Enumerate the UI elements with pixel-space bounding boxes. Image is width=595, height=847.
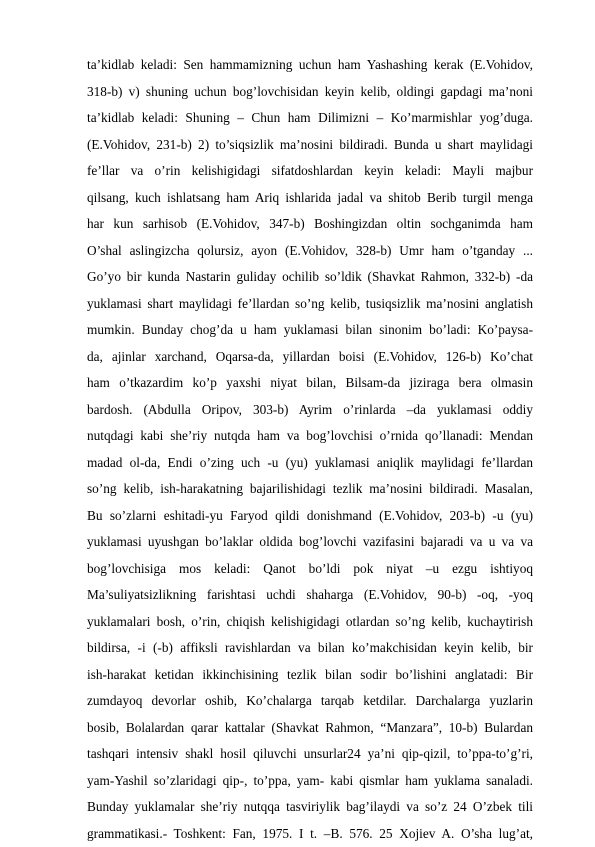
text-line: yuklamalari bosh, o’rin, chiqish kelishigidagi otlardan so’ng kelib, kuchaytirish (87, 609, 533, 636)
document-body (87, 52, 533, 847)
text-line: madad ol-da, Endi o’zing uch -u (yu) yuklamasi aniqlik maylidagi fe’llardan (87, 450, 533, 477)
text-line: bildirsa, -i (-b) affiksli ravishlardan va bilan ko’makchisidan keyin kelib, bir (87, 635, 533, 662)
text-line: (E.Vohidov, 231-b) 2) to’siqsizlik ma’nosini bildiradi. Bunda u shart maylidagi (87, 132, 533, 159)
text-line: ham o’tkazardim ko’p yaxshi niyat bilan, Bilsam-da jiziraga bera olmasin (87, 370, 533, 397)
text-line: Go’yo bir kunda Nastarin guliday ochilib so’ldik (Shavkat Rahmon, 332-b) -da (87, 264, 533, 291)
text-line: Bunday yuklamalar she’riy nutqqa tasviriylik bag’ilaydi va so’z 24 O’zbek tili (87, 794, 533, 821)
text-line: ta’kidlab keladi: Shuning – Chun ham Dilimizni – Ko’marmishlar yog’duga. (87, 105, 533, 132)
text-line: bosib, Bolalardan qarar kattalar (Shavkat Rahmon, “Manzara”, 10-b) Bulardan (87, 715, 533, 742)
text-line: O’shal aslingizcha qolursiz, ayon (E.Vohidov, 328-b) Umr ham o’tganday ... (87, 238, 533, 265)
text-line: bog’lovchisiga mos keladi: Qanot bo’ldi pok niyat –u ezgu ishtiyoq (87, 556, 533, 583)
text-line: fe’llar va o’rin kelishigidagi sifatdoshlardan keyin keladi: Mayli majbur (87, 158, 533, 185)
text-line: yuklamasi shart maylidagi fe’llardan so’ng kelib, tusiqsizlik ma’nosini anglatish (87, 291, 533, 318)
text-line: so’ng kelib, ish-harakatning bajarilishidagi tezlik ma’nosini bildiradi. Masalan, (87, 476, 533, 503)
text-line: qilsang, kuch ishlatsang ham Ariq ishlarida jadal va shitob Berib turgil menga (87, 185, 533, 212)
text-line: mumkin. Bunday chog’da u ham yuklamasi bilan sinonim bo’ladi: Ko’paysa- (87, 317, 533, 344)
text-line: da, ajinlar xarchand, Oqarsa-da, yillardan boisi (E.Vohidov, 126-b) Ko’chat (87, 344, 533, 371)
text-line: Ma’suliyatsizlikning farishtasi uchdi shaharga (E.Vohidov, 90-b) -oq, -yoq (87, 582, 533, 609)
text-line: yam-Yashil so’zlaridagi qip-, to’ppa, yam- kabi qismlar ham yuklama sanaladi. (87, 768, 533, 795)
text-line: ish-harakat ketidan ikkinchisining tezlik bilan sodir bo’lishini anglatadi: Bir (87, 662, 533, 689)
text-line: grammatikasi.- Toshkent: Fan, 1975. I t. –B. 576. 25 Xojiev A. O’sha lug’at, (87, 821, 533, 847)
text-line: ta’kidlab keladi: Sen hammamizning uchun ham Yashashing kerak (E.Vohidov, (87, 52, 533, 79)
text-line: Bu so’zlarni eshitadi-yu Faryod qildi donishmand (E.Vohidov, 203-b) -u (yu) (87, 503, 533, 530)
text-line: har kun sarhisob (E.Vohidov, 347-b) Boshingizdan oltin sochganimda ham (87, 211, 533, 238)
text-line: yuklamasi uyushgan bo’laklar oldida bog’lovchi vazifasini bajaradi va u va va (87, 529, 533, 556)
text-line: tashqari intensiv shakl hosil qiluvchi unsurlar24 ya’ni qip-qizil, to’ppa-to’g’ri, (87, 741, 533, 768)
text-line: bardosh. (Abdulla Oripov, 303-b) Ayrim o’rinlarda –da yuklamasi oddiy (87, 397, 533, 424)
text-line: 318-b) v) shuning uchun bog’lovchisidan keyin kelib, oldingi gapdagi ma’noni (87, 79, 533, 106)
text-line: zumdayoq devorlar oshib, Ko’chalarga tarqab ketdilar. Darchalarga yuzlarin (87, 688, 533, 715)
text-line: nutqdagi kabi she’riy nutqda ham va bog’lovchisi o’rnida qo’llanadi: Mendan (87, 423, 533, 450)
